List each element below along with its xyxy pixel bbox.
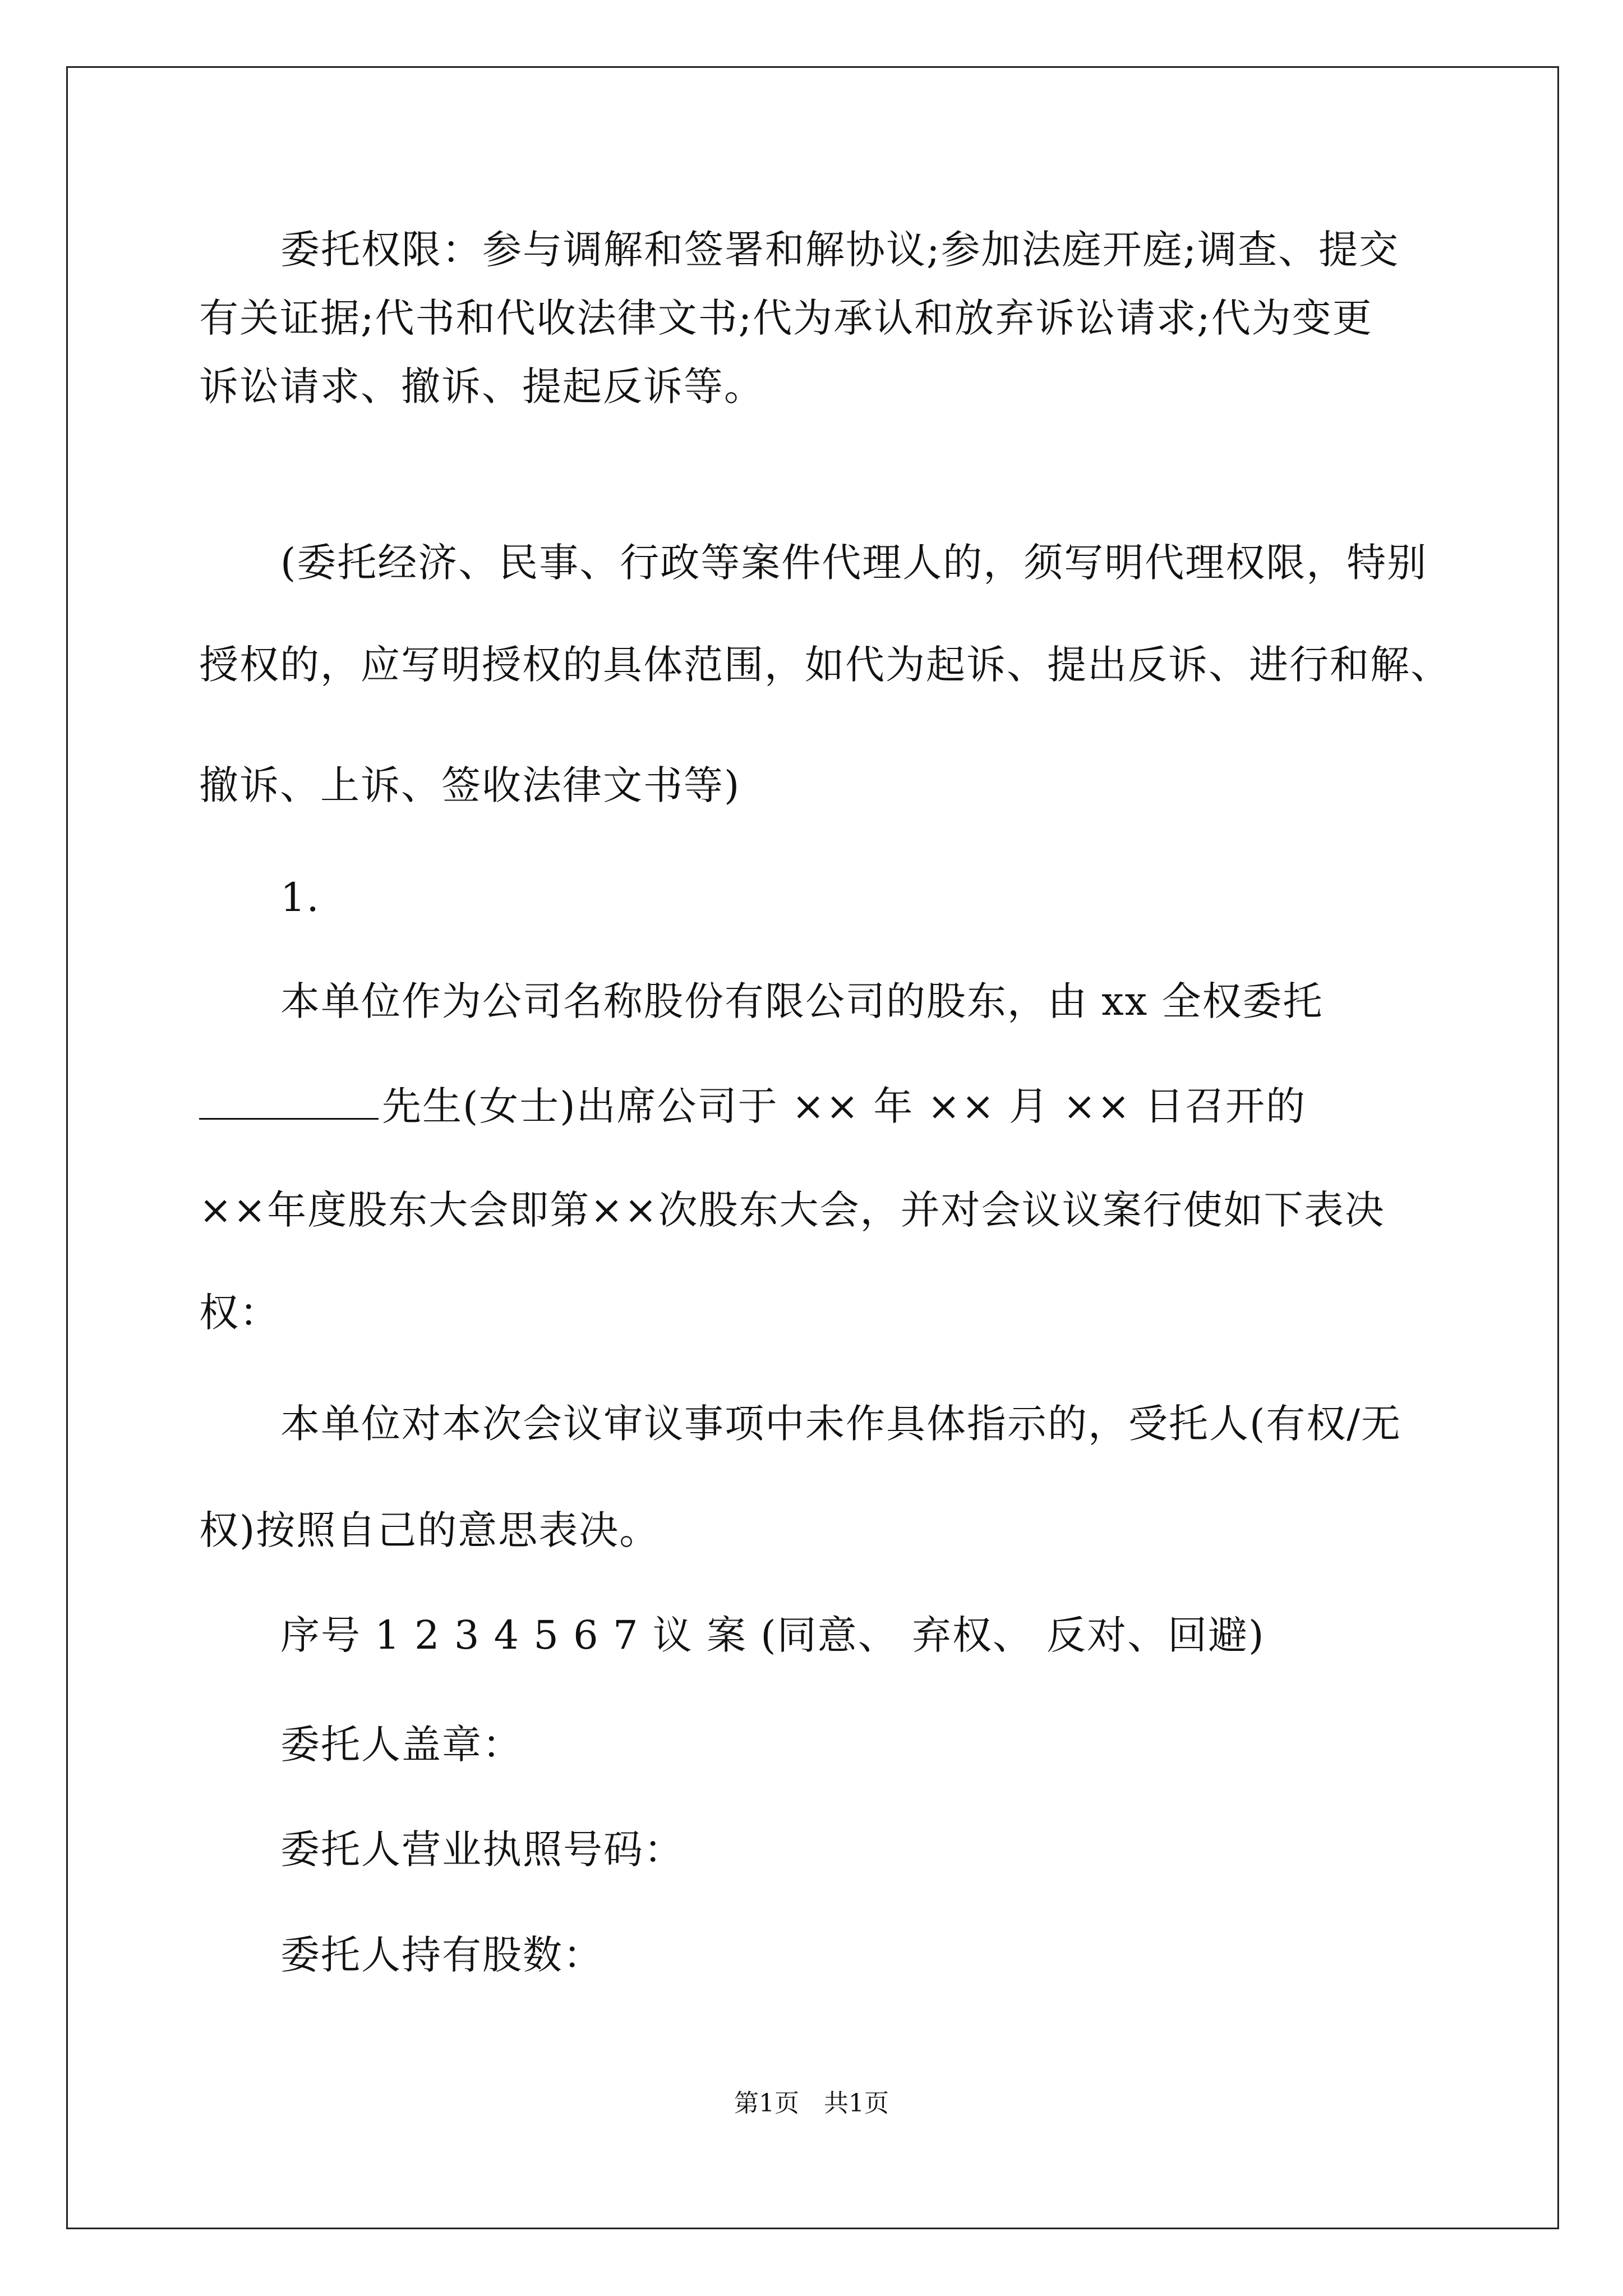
- text-line-9-row: [199, 1083, 1307, 1129]
- text-line-14: 序号 1 2 3 4 5 6 7 议 案 (同意、 弃权、 反对、回避): [280, 1612, 1265, 1658]
- text-line-15: 委托人盖章：: [280, 1722, 523, 1768]
- page-footer: 第1页 共1页: [734, 2089, 889, 2118]
- text-line-6: 撤诉、上诉、签收法律文书等): [199, 762, 741, 808]
- text-line-17: 委托人持有股数：: [280, 1932, 603, 1978]
- text-line-7: 1.: [280, 875, 320, 921]
- text-line-13: 权)按照自己的意思表决。: [199, 1507, 660, 1553]
- text-line-1: 委托权限：参与调解和签署和解协议;参加法庭开庭;调查、提交: [280, 227, 1400, 273]
- text-line-10: ××年度股东大会即第××次股东大会，并对会议议案行使如下表决: [199, 1187, 1385, 1233]
- text-line-9: 先生(女士)出席公司于 ×× 年 ×× 月 ×× 日召开的: [382, 1083, 1307, 1129]
- text-line-3: 诉讼请求、撤诉、提起反诉等。: [199, 364, 764, 409]
- text-line-12: 本单位对本次会议审议事项中未作具体指示的，受托人(有权/无: [280, 1401, 1401, 1447]
- text-line-4: (委托经济、民事、行政等案件代理人的，须写明代理权限，特别: [280, 540, 1428, 586]
- text-line-2: 有关证据;代书和代收法律文书;代为承认和放弃诉讼请求;代为变更: [199, 295, 1373, 341]
- text-line-11: 权：: [199, 1290, 280, 1336]
- name-blank[interactable]: [199, 1084, 379, 1120]
- text-line-8: 本单位作为公司名称股份有限公司的股东，由 xx 全权委托: [280, 978, 1324, 1024]
- text-line-16: 委托人营业执照号码：: [280, 1826, 684, 1872]
- text-line-5: 授权的，应写明授权的具体范围，如代为起诉、提出反诉、进行和解、: [199, 642, 1451, 688]
